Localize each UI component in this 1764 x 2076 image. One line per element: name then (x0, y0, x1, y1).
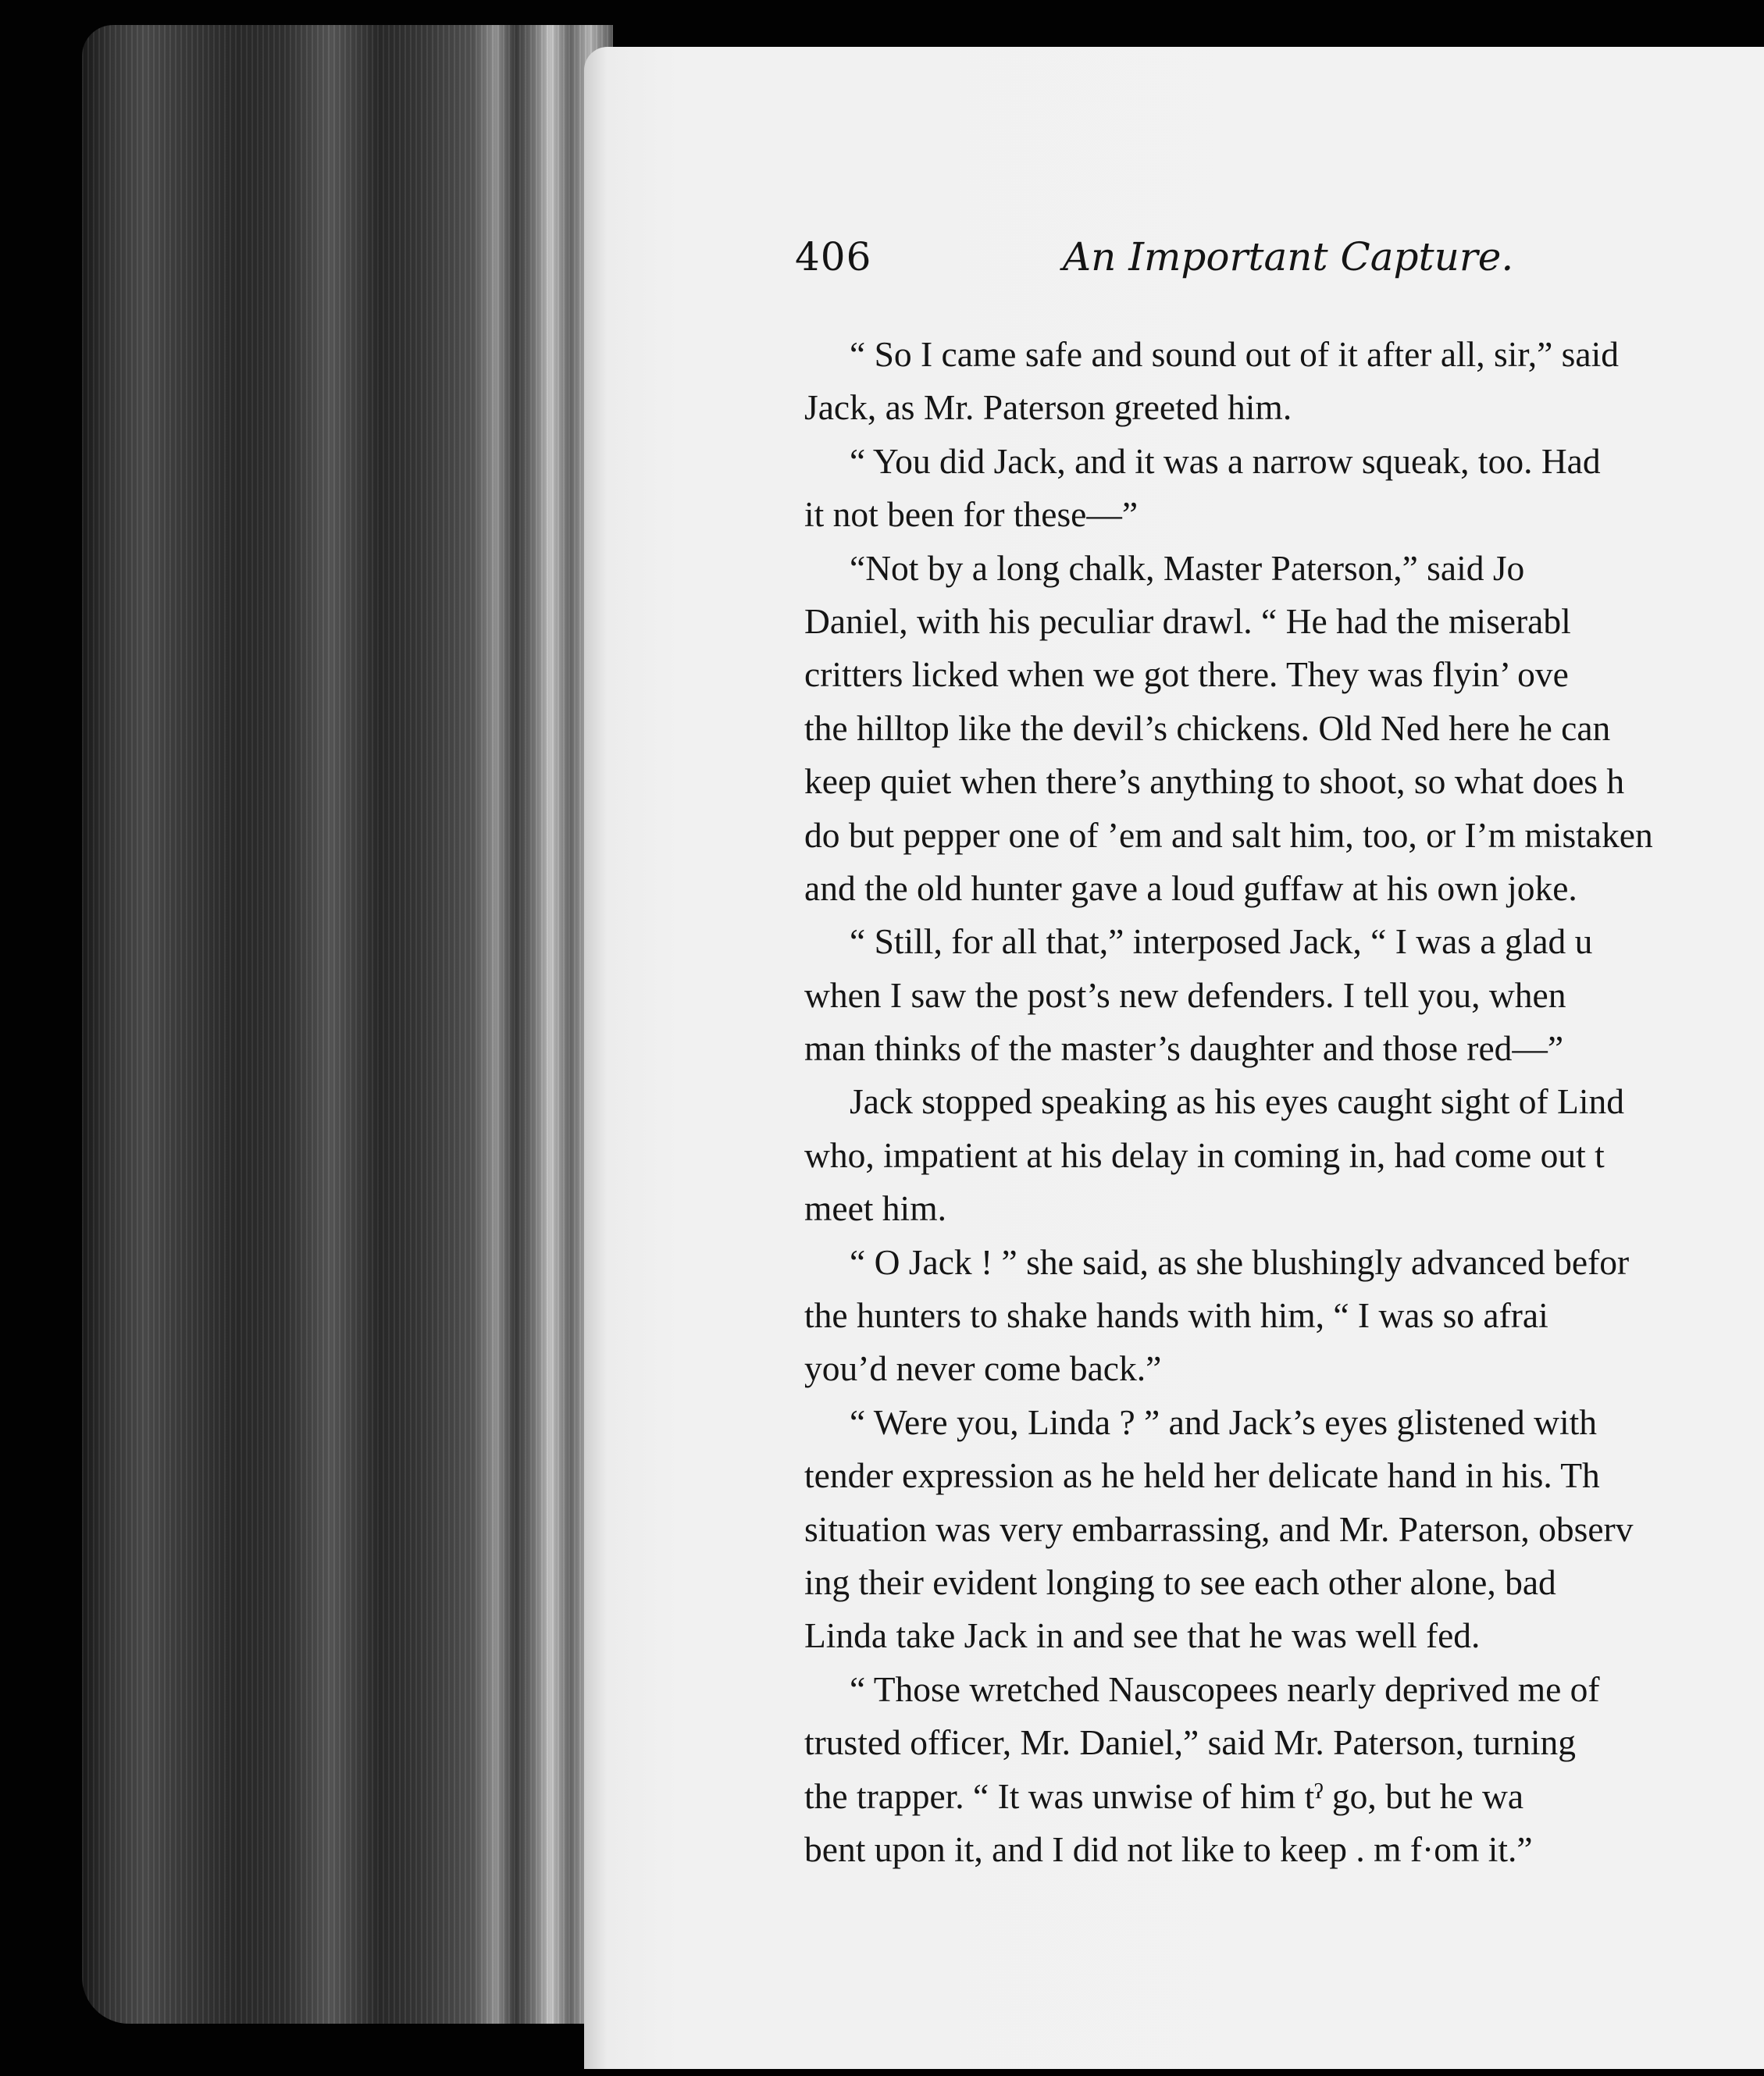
text-line: Jack stopped speaking as his eyes caught sight of Lind (850, 1081, 1624, 1122)
text-line: do but pepper one of ’em and salt him, too, or I’m mistaken (804, 814, 1653, 855)
text-line: the hunters to shake hands with him, “ I was so afrai (804, 1295, 1548, 1336)
text-line: the trapper. “ It was unwise of him tˀ go, but he wa (804, 1775, 1524, 1816)
text-line: you’d never come back.” (804, 1348, 1162, 1389)
text-line: ing their evident longing to see each other alone, bad (804, 1561, 1556, 1602)
page-edge-texture (82, 25, 613, 2024)
text-line: it not been for these—” (804, 494, 1139, 535)
text-line: “ O Jack ! ” she said, as she blushingly advanced befor (850, 1241, 1630, 1282)
text-line: “ You did Jack, and it was a narrow squeak, too. Had (850, 440, 1601, 481)
text-line: trusted officer, Mr. Daniel,” said Mr. Paterson, turning (804, 1722, 1577, 1763)
text-line: the hilltop like the devil’s chickens. Old Ned here he can (804, 707, 1611, 748)
text-line: who, impatient at his delay in coming in, had come out t (804, 1134, 1605, 1175)
text-line: critters licked when we got there. They was flyin’ ove (804, 654, 1569, 695)
page-number: 406 (795, 234, 872, 280)
chapter-title: An Important Capture. (1063, 234, 1514, 280)
text-line: tender expression as he held her delicate hand in his. Th (804, 1455, 1600, 1496)
text-line: “ Still, for all that,” interposed Jack, “ I was a glad u (850, 921, 1593, 962)
text-line: “ Were you, Linda ? ” and Jack’s eyes glistened with (850, 1401, 1598, 1442)
text-line: “ Those wretched Nauscopees nearly deprived me of (850, 1668, 1600, 1709)
running-head (795, 234, 1764, 297)
text-line: bent upon it, and I did not like to keep . m f·om it.” (804, 1829, 1533, 1869)
text-line: “Not by a long chalk, Master Paterson,” said Jo (850, 547, 1525, 588)
text-line: situation was very embarrassing, and Mr. Paterson, observ (804, 1508, 1634, 1549)
text-line: keep quiet when there’s anything to shoot, so what does h (804, 761, 1625, 802)
text-line: Linda take Jack in and see that he was well fed. (804, 1615, 1481, 1656)
text-line: Daniel, with his peculiar drawl. “ He had the miserabl (804, 600, 1571, 641)
text-line: man thinks of the master’s daughter and those red—” (804, 1028, 1564, 1069)
text-line: Jack, as Mr. Paterson greeted him. (804, 387, 1292, 428)
body-text (804, 328, 1764, 1889)
text-line: when I saw the post’s new defenders. I tell you, when (804, 974, 1566, 1015)
text-line: and the old hunter gave a loud guffaw at his own joke. (804, 867, 1577, 908)
text-line: “ So I came safe and sound out of it after all, sir,” said (850, 334, 1619, 374)
text-line: meet him. (804, 1188, 946, 1229)
